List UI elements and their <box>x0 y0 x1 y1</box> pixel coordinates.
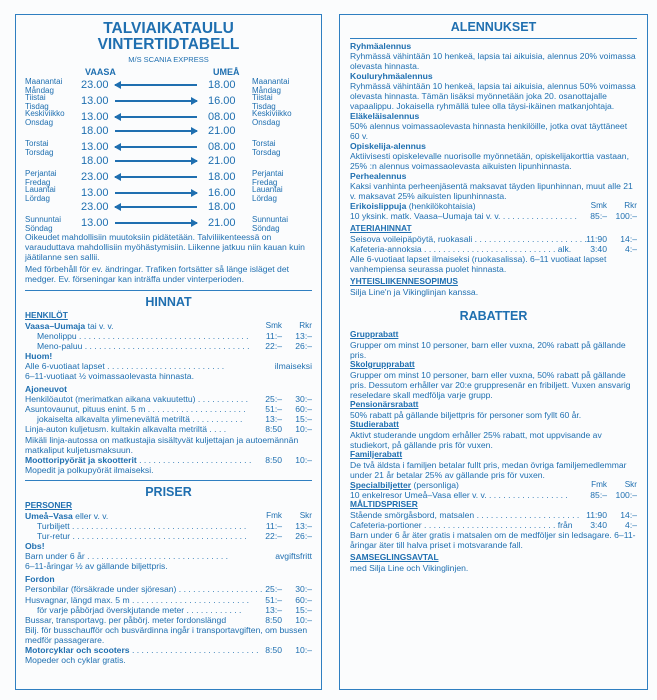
direction-arrow <box>115 206 197 207</box>
city-umea: UMEÅ <box>213 67 240 78</box>
mal-heading: MÅLTIDSPRISER <box>350 498 418 509</box>
time-umea: 21.00 <box>208 125 236 138</box>
price-row: Turbiljett . . . . . . . . . . . . . . . . . . . . . . . . . . . . . . . . . . . . . 11:– 13:– <box>37 521 312 532</box>
price-row: Moottoripyörät ja skootterit . . . . . . . . . . . . . . . . . . . . . . . . 8:50 10:– <box>25 454 312 465</box>
obs-label: Obs! <box>25 541 45 552</box>
ship-name: M/S SCANIA EXPRESS <box>128 54 209 64</box>
schedule-day <box>25 215 312 233</box>
spec-header: Specialbiljetter (personliga) Fmk Skr <box>350 479 637 490</box>
schedule-day <box>25 77 312 95</box>
schedule-day <box>25 140 312 168</box>
schedule-day <box>25 186 312 214</box>
pens-text: 50% rabatt på gällande biljettpris för personer som fyllt 60 år. <box>350 409 582 420</box>
erik-header: Erikoislippuja (henkilökohtaisia) Smk Rkr <box>350 201 637 212</box>
departure-row <box>25 154 312 168</box>
time-vaasa: 23.00 <box>81 201 109 214</box>
discounts-panel <box>339 14 648 690</box>
sam-text: med Silja Line och Vikinglinjen. <box>350 562 469 573</box>
yht-heading: YHTEISLIIKENNESOPIMUS <box>350 276 458 287</box>
time-umea: 18.00 <box>208 201 236 214</box>
time-vaasa: 13.00 <box>81 141 109 154</box>
price-row: Motorcyklar och scooters . . . . . . . . . . . . . . . . . . . . . . . . . . . 8:50 10:– <box>25 644 312 655</box>
price-row: Bussar, transportavg. per påbörj. meter fordonslängd 8:50 10:– <box>25 614 312 625</box>
mopedit-text: Mopedit ja polkupyörät ilmaiseksi. <box>25 464 154 475</box>
col-rkr: Rkr <box>299 320 312 330</box>
personer-heading: PERSONER <box>25 500 73 511</box>
direction-arrow <box>115 146 197 147</box>
barn-text2: 6–11-åringar ½ av gällande biljettpris. <box>25 561 168 572</box>
departure-row <box>25 185 312 203</box>
barn-row: Barn under 6 år . . . . . . . . . . . . . . . . . . . . . . . . . . . . . . avgiftsfritt <box>25 551 312 562</box>
direction-arrow <box>115 84 197 85</box>
fordon-label: Fordon <box>25 574 55 585</box>
col-fmk: Fmk <box>266 511 282 521</box>
col-smk: Smk <box>265 320 282 330</box>
departure-row <box>25 139 312 157</box>
price-row: Cafeteria-portioner . . . . . . . . . . . . . . . . . . . . . . . . . . . . från 3:40 4:– <box>350 519 637 530</box>
fam-heading: Familjerabatt <box>350 448 403 459</box>
price-row: Husvagnar, längd max. 5 m . . . . . . . . . . . . . . . . . . . . . . . . . 51:– 60:– <box>25 594 312 605</box>
direction-arrow <box>115 176 197 177</box>
price-row: för varje påbörjad överskjutande meter . . . . . . . . . . . . 13:– 15:– <box>37 604 312 615</box>
direction-arrow <box>115 222 197 223</box>
direction-arrow <box>115 192 197 193</box>
time-umea: 16.00 <box>208 187 236 200</box>
departure-row <box>25 109 312 127</box>
day-right: Tiistai Tisdag <box>252 93 276 111</box>
huom-row: Alle 6-vuotiaat lapset . . . . . . . . . . . . . . . . . . . . . . . . . ilmaiseksi <box>25 361 312 372</box>
departure-row <box>25 215 312 233</box>
direction-arrow <box>115 130 197 131</box>
departure-row <box>25 200 312 214</box>
mopeder-text: Mopeder och cyklar gratis. <box>25 654 126 665</box>
hinnat-title: HINNAT <box>25 290 312 310</box>
stud-heading: Studierabatt <box>350 418 399 429</box>
day-left: Tiistai Tisdag <box>25 93 49 111</box>
price-row: Linja-auton kuljetusm. kultakin alkavalta metriltä . . . . 8:50 10:– <box>25 424 312 435</box>
title-sv: VINTERTIDTABELL <box>97 36 240 54</box>
day-right: Perjantai Fredag <box>252 169 284 187</box>
schedule-day <box>25 93 312 111</box>
huom-text2: 6–11-vuotiaat ½ voimassaolevasta hinnasta. <box>25 371 194 382</box>
direction-arrow <box>115 160 197 161</box>
day-right: Maanantai Måndag <box>252 77 290 95</box>
price-row: Meno-paluu . . . . . . . . . . . . . . . . . . . . . . . . . . . . . . . . . . . 22:– 26:– <box>37 341 312 352</box>
elake-text: 50% alennus voimassaolevasta hinnasta henkilöille, jotka ovat täyttäneet 60 v. <box>350 121 628 142</box>
perhe-text: Kaksi vanhinta perheenjäsentä maksavat täyden lipunhinnan, muut alle 21 v. maksavat 25% aikuisten lipunhinnasta. <box>350 181 633 202</box>
route-row: Vaasa–Uumaja tai v. v. Smk Rkr <box>25 320 312 331</box>
note-fi: Oikeudet mahdollisiin muutoksiin pidätetään. Talviliikenteessä on varauduttava mahdollisiin myöhästymisiin. Liikenne jatkuu niin kauan kuin jäätilanne sen sallii. <box>25 232 305 263</box>
price-row: Personbilar (försäkrade under sjöresan) . . . . . . . . . . . . . . . . . . 25:– 30:– <box>25 584 312 595</box>
time-vaasa: 13.00 <box>81 111 109 124</box>
direction-arrow <box>115 116 197 117</box>
timetable-panel <box>15 14 322 690</box>
price-row: jokaiselta alkavalta ylimenevältä metriltä . . . . . . . . . . . 13:– 15:– <box>37 414 312 425</box>
route-label: Vaasa–Uumaja <box>25 320 86 331</box>
henkilot-heading: HENKILÖT <box>25 310 68 321</box>
huom-label: Huom! <box>25 351 53 362</box>
price-row: Stående smörgåsbord, matsalen . . . . . . . . . . . . . . . . . . . . . . 11:90 14:– <box>350 509 637 520</box>
time-umea: 16.00 <box>208 95 236 108</box>
price-row: 10 enkelresor Umeå–Vasa eller v. v. . . . . . . . . . . . . . . . . . 85:– 100:– <box>350 489 637 500</box>
linja-note: Mikäli linja-autossa on matkustajia sisältyvät kuljettajan ja autoemännän matkaliput kuljetusmaksuun. <box>25 434 299 455</box>
grupp-heading: Grupprabatt <box>350 328 399 339</box>
schedule-day <box>25 110 312 138</box>
note-sv: Med förbehåll för ev. ändringar. Trafiken fortsätter så länge isläget det medger. Ev. förseningar kan inträffa under vinterperioden. <box>25 264 290 285</box>
ateria-heading: ATERIAHINNAT <box>350 223 412 234</box>
day-right: Lauantai Lördag <box>252 185 283 203</box>
time-vaasa: 18.00 <box>81 155 109 168</box>
route-label: Umeå–Vasa <box>25 511 73 522</box>
price-row: Tur-retur . . . . . . . . . . . . . . . . . . . . . . . . . . . . . . . . . . . . . 22:– 26:– <box>37 531 312 542</box>
sam-heading: SAMSEGLINGSAVTAL <box>350 551 439 562</box>
schedule <box>25 77 312 233</box>
opisk-heading: Opiskelija-alennus <box>350 141 426 152</box>
elake-heading: Eläkeläisalennus <box>350 110 420 121</box>
time-vaasa: 13.00 <box>81 95 109 108</box>
fam-text: De två äldsta i familjen betalar fullt pris, medan övriga familjemedlemmar under 21 år betalar 25% av gällande pris för vuxen. <box>350 459 627 480</box>
ateria-note: Alle 6-vuotiaat lapset ilmaiseksi (ruokasalissa). 6–11 vuotiaat lapset vanhempiensa seurassa puolet hinnasta. <box>350 254 607 275</box>
route-row: Umeå–Vasa eller v. v. Fmk Skr <box>25 511 312 522</box>
city-vaasa: VAASA <box>85 67 116 78</box>
ryhma-heading: Ryhmäalennus <box>350 40 412 51</box>
col-skr: Skr <box>299 511 312 521</box>
price-row: Menolippu . . . . . . . . . . . . . . . . . . . . . . . . . . . . . . . . . . . . 11:– 13:– <box>37 331 312 342</box>
time-umea: 18.00 <box>208 171 236 184</box>
day-right: Sunnuntai Söndag <box>252 215 289 233</box>
mal-note: Barn under 6 år äter gratis i matsalen om de medföljer sin ledsagare. 6–11-åringar äter till halva priset i motsvarande fall. <box>350 529 636 550</box>
day-left: Lauantai Lördag <box>25 185 56 203</box>
day-left: Keskiviikko Onsdag <box>25 109 65 127</box>
time-vaasa: 13.00 <box>81 217 109 230</box>
stud-text: Aktivt studerande ungdom erhåller 25% rabatt, mot uppvisande av studiekort, på gällande pris för vuxen. <box>350 429 602 450</box>
time-umea: 18.00 <box>208 79 236 92</box>
perhe-heading: Perhealennus <box>350 171 407 182</box>
price-row: Seisova voileipäpöytä, ruokasali . . . . . . . . . . . . . . . . . . . . . . . . 11:90 14:– <box>350 234 637 245</box>
day-right: Torstai Torsdag <box>252 139 281 157</box>
time-umea: 21.00 <box>208 217 236 230</box>
time-vaasa: 23.00 <box>81 171 109 184</box>
price-row: Asuntovaunut, pituus enint. 5 m . . . . . . . . . . . . . . . . . . . . . 51:– 60:– <box>25 404 312 415</box>
title-fi: TALVIAIKATAULU <box>103 20 234 37</box>
day-left: Maanantai Måndag <box>25 77 63 95</box>
bussar-note: Bilj. för busschaufför och busvärdinna ingår i transportavgiften, om bussen medför passagerare. <box>25 624 308 645</box>
grupp-text: Grupper om minst 10 personer, barn eller vuxna, 20% rabatt på gällande pris. <box>350 339 626 360</box>
skol-text: Grupper om minst 10 personer, barn eller vuxna, 50% rabatt på gällande pris. Dessutom erhåller var 20:e gruppresenär en fribiljett. Vuxen ansvarig reseledare skall medfölja varje grupp. <box>350 369 631 400</box>
time-umea: 08.00 <box>208 141 236 154</box>
departure-row <box>25 93 312 111</box>
day-left: Sunnuntai Söndag <box>25 215 62 233</box>
opisk-text: Aktiivisesti opiskelevalle nuorisolle myönnetään, opiskelijakorttia vastaan, 25% :n alennus voimassaolevasta aikuisten lipunhinnasta. <box>350 151 629 172</box>
alennukset-title: ALENNUKSET <box>350 20 637 39</box>
price-row: Kafeteria-annoksia . . . . . . . . . . . . . . . . . . . . . . . . . . . . alk. 3:40 4:– <box>350 244 637 255</box>
departure-row <box>25 169 312 187</box>
departure-row <box>25 77 312 95</box>
ryhma-text: Ryhmässä vähintään 10 henkeä, lapsia tai aikuisia, alennus 20% voimassa olevasta hinnasta. <box>350 50 636 71</box>
time-vaasa: 18.00 <box>81 125 109 138</box>
yht-text: Silja Line'n ja Vikinglinjan kanssa. <box>350 287 479 298</box>
day-left: Perjantai Fredag <box>25 169 57 187</box>
koulu-heading: Kouluryhmäalennus <box>350 70 433 81</box>
schedule-day <box>25 169 312 187</box>
priser-title: PRISER <box>25 480 312 500</box>
koulu-text: Ryhmässä vähintään 10 henkeä, lapsia tai aikuisia, alennus 50% voimassa olevasta hinnasta. Tämän lisäksi myönnetään joka 20. osanottajalle vapaalippu. Jokaisella ryhmällä tulee olla täysi-ikäinen matkanjohtaja. <box>350 80 636 111</box>
time-vaasa: 23.00 <box>81 79 109 92</box>
time-umea: 08.00 <box>208 111 236 124</box>
day-right: Keskiviikko Onsdag <box>252 109 292 127</box>
departure-row <box>25 124 312 138</box>
time-vaasa: 13.00 <box>81 187 109 200</box>
time-umea: 21.00 <box>208 155 236 168</box>
rabatter-title: RABATTER <box>459 309 528 324</box>
skol-heading: Skolgrupprabatt <box>350 358 415 369</box>
day-left: Torstai Torsdag <box>25 139 54 157</box>
direction-arrow <box>115 100 197 101</box>
pens-heading: Pensionärsrabatt <box>350 398 419 409</box>
price-row: 10 yksink. matk. Vaasa–Uumaja tai v. v. . . . . . . . . . . . . . . . . 85:– 100:– <box>350 211 637 222</box>
ajoneuvot-label: Ajoneuvot <box>25 384 68 395</box>
price-row: Henkilöautot (merimatkan aikana vakuutettu) . . . . . . . . . . . 25:– 30:– <box>25 394 312 405</box>
